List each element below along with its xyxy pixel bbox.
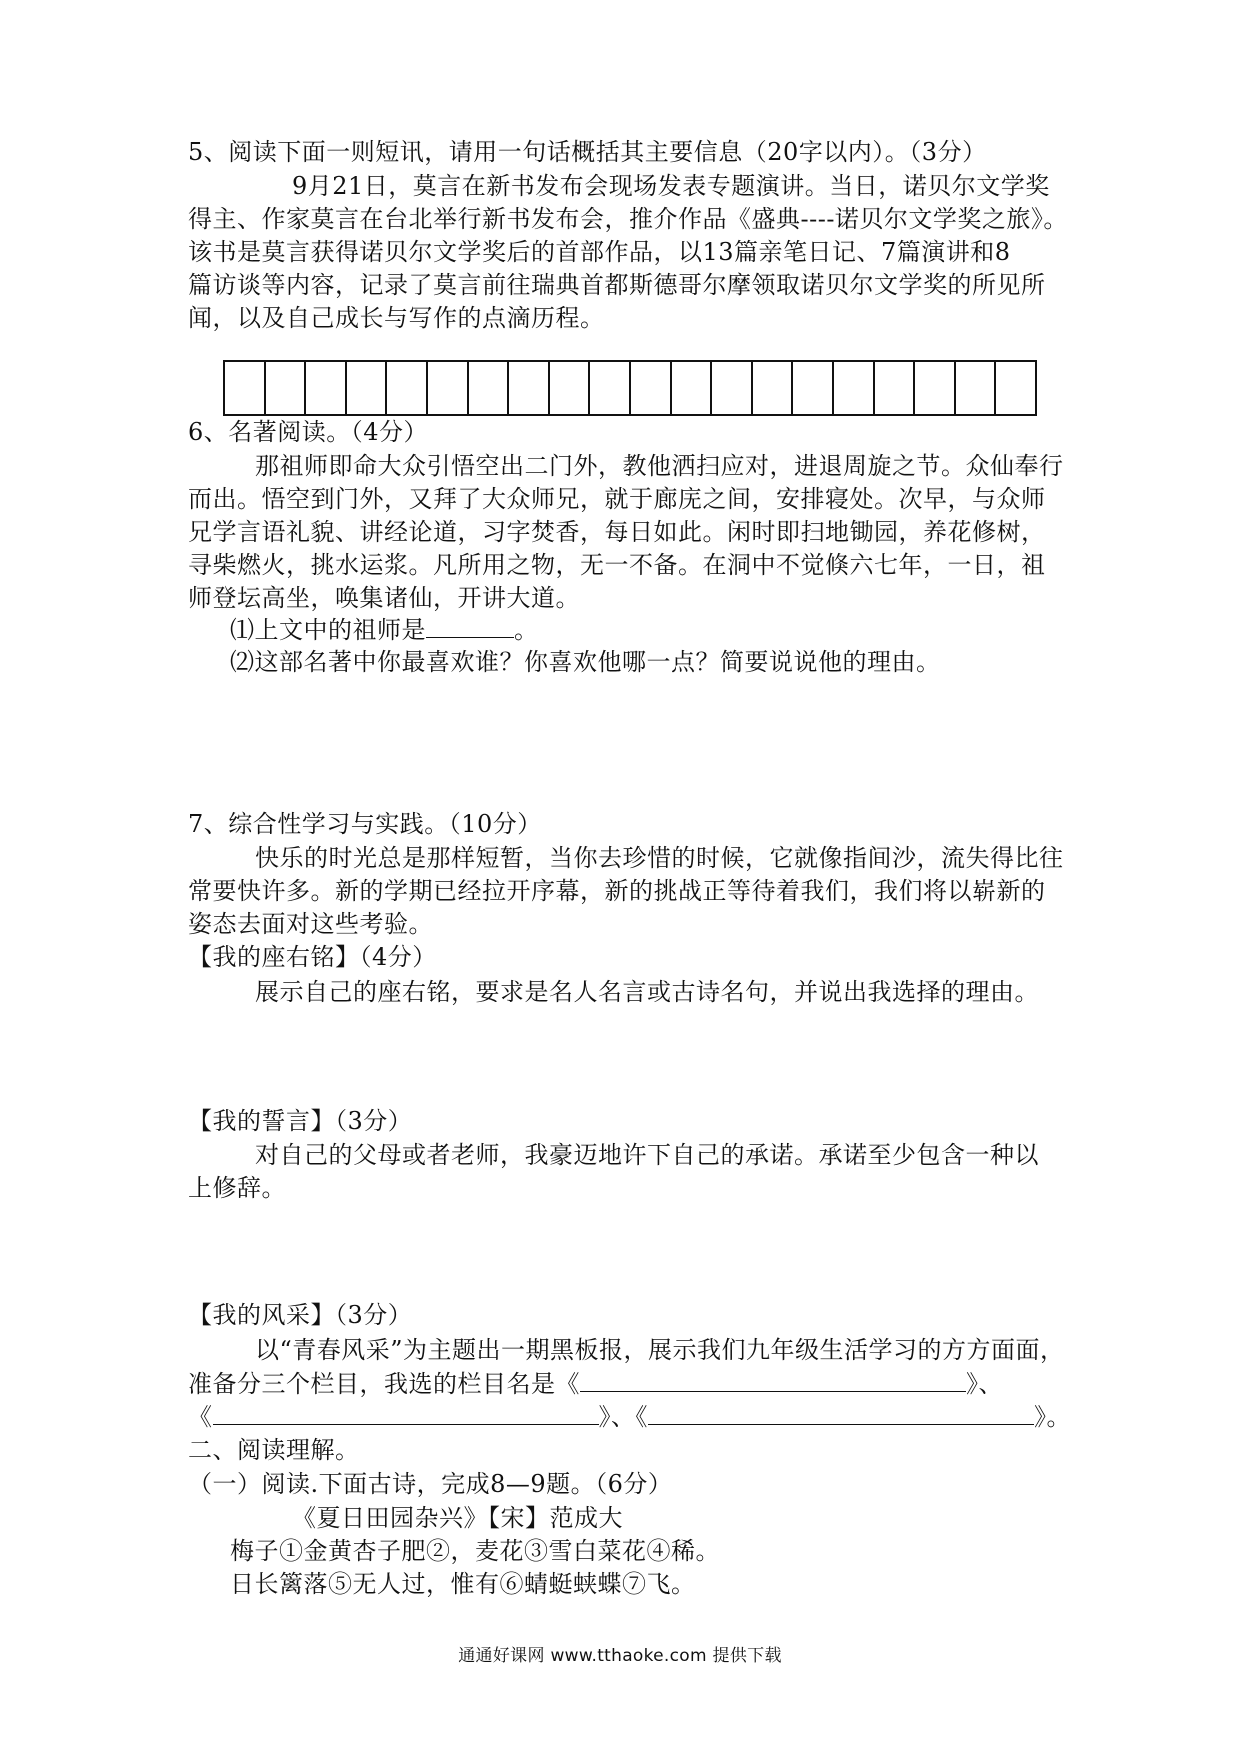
answer-grid-cell[interactable] (306, 362, 347, 414)
answer-grid-cell[interactable] (915, 362, 956, 414)
answer-grid-cell[interactable] (672, 362, 713, 414)
q7-heading: 7、综合性学习与实践。（10分） (188, 810, 542, 838)
poem-line: 梅子①金黄杏子肥②，麦花③雪白菜花④稀。 (230, 1537, 720, 1565)
q7-style-prefix: 准备分三个栏目，我选的栏目名是《 (188, 1370, 580, 1398)
answer-grid-cell[interactable] (509, 362, 550, 414)
q6-sub2: ⑵这部名著中你最喜欢谁？你喜欢他哪一点？简要说说他的理由。 (230, 648, 941, 676)
answer-grid-cell[interactable] (631, 362, 672, 414)
q5-passage-line: 篇访谈等内容，记录了莫言前往瑞典首都斯德哥尔摩领取诺贝尔文学奖的所见所 (188, 271, 1046, 299)
q5-heading: 5、阅读下面一则短讯，请用一句话概括其主要信息（20字以内）。（3分） (188, 138, 987, 166)
q6-passage-line: 寻柴燃火，挑水运浆。凡所用之物，无一不备。在洞中不觉倏六七年，一日，祖 (188, 551, 1046, 579)
q7-style-open: 《 (188, 1403, 213, 1431)
q7-intro-line: 姿态去面对这些考验。 (188, 910, 433, 938)
q7-oath-title: 【我的誓言】（3分） (188, 1107, 413, 1135)
part2-sub-heading: （一）阅读.下面古诗，完成8—9题。（6分） (188, 1470, 673, 1498)
answer-grid-cell[interactable] (469, 362, 510, 414)
column-name-blank-3[interactable] (648, 1400, 1034, 1425)
q5-passage-line: 得主、作家莫言在台北举行新书发布会，推介作品《盛典----诺贝尔文学奖之旅》。 (188, 205, 1068, 233)
q6-passage-line: 而出。悟空到门外，又拜了大众师兄，就于廊庑之间，安排寝处。次早，与众师 (188, 485, 1046, 513)
answer-grid-cell[interactable] (793, 362, 834, 414)
q7-style-sep: 》、 (966, 1370, 1003, 1398)
q7-oath-text-line: 上修辞。 (188, 1174, 286, 1202)
answer-grid-cell[interactable] (428, 362, 469, 414)
answer-grid-cell[interactable] (996, 362, 1037, 414)
q7-motto-title: 【我的座右铭】（4分） (188, 943, 437, 971)
q7-style-mid: 》、《 (598, 1403, 648, 1431)
q6-passage-line: 那祖师即命大众引悟空出二门外，教他洒扫应对，进退周旋之节。众仙奉行 (255, 452, 1064, 480)
page-footer: 通通好课网 www.tthaoke.com 提供下载 (458, 1646, 782, 1666)
q7-style-columns-line (188, 1367, 1068, 1400)
answer-grid-cell[interactable] (712, 362, 753, 414)
column-name-blank-1[interactable] (580, 1367, 966, 1392)
answer-grid-cell[interactable] (266, 362, 307, 414)
q7-style-columns-line (188, 1400, 1071, 1433)
part2-heading: 二、阅读理解。 (188, 1436, 360, 1464)
poem-line: 日长篱落⑤无人过，惟有⑥蜻蜓蛱蝶⑦飞。 (230, 1570, 696, 1598)
q5-passage-line: 该书是莫言获得诺贝尔文学奖后的首部作品，以13篇亲笔日记、7篇演讲和8 (188, 238, 1011, 266)
q7-style-close: 》。 (1034, 1403, 1071, 1431)
q6-passage-line: 师登坛高坐，唤集诸仙，开讲大道。 (188, 584, 580, 612)
q7-style-text: 以“青春风采”为主题出一期黑板报，展示我们九年级生活学习的方方面面， (255, 1336, 1065, 1364)
answer-grid-cell[interactable] (347, 362, 388, 414)
answer-grid-cell[interactable] (834, 362, 875, 414)
q6-passage-line: 兄学言语礼貌、讲经论道，习字焚香，每日如此。闲时即扫地锄园，养花修树， (188, 518, 1046, 546)
answer-grid-cell[interactable] (753, 362, 794, 414)
q5-passage-line: 闻，以及自己成长与写作的点滴历程。 (188, 304, 605, 332)
answer-grid-cell[interactable] (590, 362, 631, 414)
q7-motto-text: 展示自己的座右铭，要求是名人名言或古诗名句，并说出我选择的理由。 (255, 978, 1039, 1006)
answer-grid-cell[interactable] (550, 362, 591, 414)
q7-intro-line: 快乐的时光总是那样短暂，当你去珍惜的时候，它就像指间沙，流失得比往 (255, 844, 1064, 872)
q6-sub1-text: ⑴上文中的祖师是 (230, 616, 426, 644)
poem-title: 《夏日田园杂兴》【宋】范成大 (292, 1504, 623, 1532)
column-name-blank-2[interactable] (213, 1400, 599, 1425)
q5-passage-line: 9月21日，莫言在新书发布会现场发表专题演讲。当日，诺贝尔文学奖 (292, 172, 1050, 200)
q6-heading: 6、名著阅读。（4分） (188, 418, 429, 446)
answer-grid-cell[interactable] (225, 362, 266, 414)
q5-answer-grid[interactable] (223, 360, 1037, 416)
q7-intro-line: 常要快许多。新的学期已经拉开序幕，新的挑战正等待着我们，我们将以崭新的 (188, 877, 1046, 905)
answer-grid-cell[interactable] (387, 362, 428, 414)
answer-grid-cell[interactable] (875, 362, 916, 414)
q7-style-title: 【我的风采】（3分） (188, 1301, 413, 1329)
q6-sub1-end: 。 (514, 616, 539, 644)
q6-sub1-blank[interactable] (426, 613, 514, 638)
q6-sub1 (230, 613, 1110, 646)
answer-grid-cell[interactable] (956, 362, 997, 414)
q7-oath-text-line: 对自己的父母或者老师，我豪迈地许下自己的承诺。承诺至少包含一种以 (255, 1141, 1039, 1169)
